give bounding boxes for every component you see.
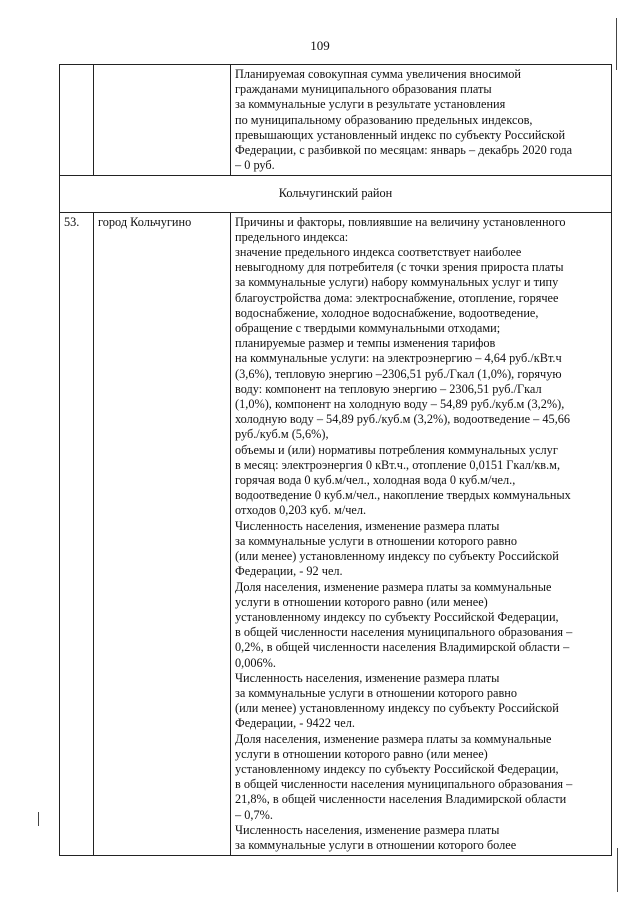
page-number: 109 [310, 38, 330, 53]
text-line: значение предельного индекса соответствует наиболее [235, 245, 522, 260]
table-row-entry [60, 212, 612, 856]
text-line: Федерации, - 92 чел. [235, 564, 343, 579]
margin-mark-left [38, 812, 39, 826]
margin-mark-right-top [616, 18, 617, 70]
text-line: за коммунальные услуги в отношении которого равно [235, 533, 518, 548]
text-line: по муниципальному образованию предельных индексов, [235, 112, 533, 127]
text-line: за коммунальные услуги в отношении которого равно [235, 685, 518, 700]
text-line: (или менее) установленному индексу по субъекту Российской [235, 549, 559, 564]
text-line: холодную воду – 54,89 руб./куб.м (3,2%), водоотведение – 45,66 [235, 412, 571, 427]
text-line: в общей численности населения муниципального образования – [235, 777, 573, 792]
text-line: Численность населения, изменение размера платы [235, 822, 500, 837]
text-line: за коммунальные услуги в результате установления [235, 97, 506, 112]
text-line: – 0,7%. [235, 807, 273, 822]
text-line: на коммунальные услуги: на электроэнергию – 4,64 руб./кВт.ч [235, 351, 562, 366]
text-line: – 0 руб. [235, 158, 275, 173]
text-line: 0,006%. [235, 655, 276, 670]
entry-number: 53. [60, 212, 94, 856]
text-line: за коммунальные услуги в отношении которого более [235, 837, 517, 852]
text-line: услуги в отношении которого равно (или менее) [235, 594, 488, 609]
text-line: горячая вода 0 куб.м/чел., холодная вода 0 куб.м/чел., [235, 473, 516, 488]
text-line: (1,0%), компонент на холодную воду – 54,89 руб./куб.м (3,2%), [235, 397, 565, 412]
entry-description [231, 212, 612, 856]
text-line: водоснабжение, холодное водоснабжение, водоотведение, [235, 305, 539, 320]
cell-municipality [94, 65, 231, 176]
text-line: 21,8%, в общей численности населения Владимирской области [235, 792, 567, 807]
text-line: объемы и (или) нормативы потребления коммунальных услуг [235, 442, 558, 457]
document-table [59, 64, 612, 856]
text-line: Доля населения, изменение размера платы за коммунальные [235, 579, 552, 594]
text-line: (3,6%), тепловую энергию –2306,51 руб./Гкал (1,0%), горячую [235, 366, 562, 381]
text-line: руб./куб.м (5,6%), [235, 427, 329, 442]
text-line: Планируемая совокупная сумма увеличения вносимой [235, 67, 522, 81]
text-line: в месяц: электроэнергия 0 кВт.ч., отопление 0,0151 Гкал/кв.м, [235, 457, 561, 472]
text-line: предельного индекса: [235, 229, 349, 244]
text-line: установленному индексу по субъекту Российской Федерации, [235, 761, 559, 776]
text-line: в общей численности населения муниципального образования – [235, 625, 573, 640]
text-line: (или менее) установленному индексу по субъекту Российской [235, 701, 559, 716]
text-line: благоустройства дома: электроснабжение, отопление, горячее [235, 290, 559, 305]
cell-description [231, 65, 612, 176]
table-row-continuation [60, 65, 612, 176]
description-text [235, 67, 607, 173]
text-line: Численность населения, изменение размера платы [235, 518, 500, 533]
text-line: невыгодному для потребителя (с точки зрения прироста платы [235, 260, 564, 275]
section-header-row [60, 176, 612, 212]
text-line: гражданами муниципального образования платы [235, 82, 492, 97]
description-text [235, 215, 607, 854]
section-header: Кольчугинский район [60, 176, 612, 212]
text-line: Федерации, с разбивкой по месяцам: январь – декабрь 2020 года [235, 143, 573, 158]
text-line: за коммунальные услуги) набору коммунальных услуг и типу [235, 275, 559, 290]
text-line: 0,2%, в общей численности населения Владимирской области – [235, 640, 570, 655]
text-line: установленному индексу по субъекту Российской Федерации, [235, 609, 559, 624]
text-line: Доля населения, изменение размера платы за коммунальные [235, 731, 552, 746]
margin-mark-right-bottom [617, 848, 618, 892]
text-line: услуги в отношении которого равно (или менее) [235, 746, 488, 761]
cell-number [60, 65, 94, 176]
text-line: воду: компонент на тепловую энергию – 2306,51 руб./Гкал [235, 381, 542, 396]
text-line: водоотведение 0 куб.м/чел., накопление твердых коммунальных [235, 488, 571, 503]
text-line: Причины и факторы, повлиявшие на величину установленного [235, 214, 566, 229]
text-line: обращение с твердыми коммунальными отходами; [235, 321, 501, 336]
text-line: отходов 0,203 куб. м/чел. [235, 503, 367, 518]
entry-municipality: город Кольчугино [94, 212, 231, 856]
text-line: превышающих установленный индекс по субъекту Российской [235, 127, 566, 142]
text-line: планируемые размер и темпы изменения тарифов [235, 336, 496, 351]
text-line: Численность населения, изменение размера платы [235, 670, 500, 685]
text-line: Федерации, - 9422 чел. [235, 716, 355, 731]
